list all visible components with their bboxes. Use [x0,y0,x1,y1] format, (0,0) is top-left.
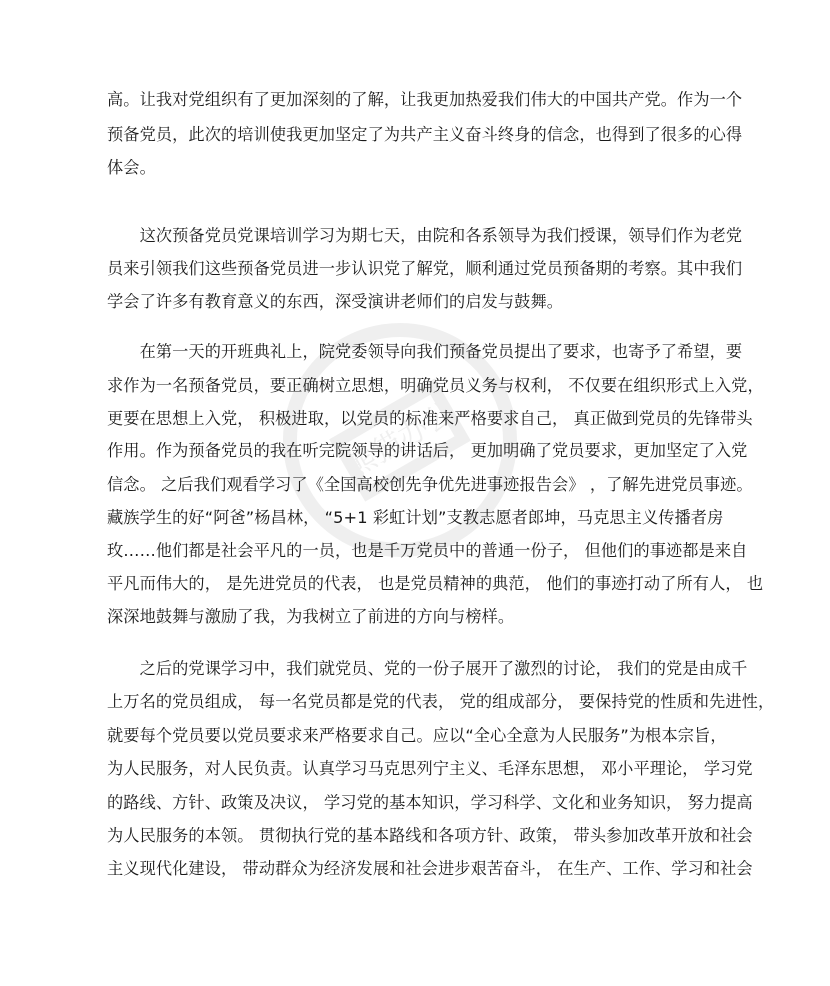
text-line: 信念。 之后我们观看学习了《全国高校创先争优先进事迹报告会》 ，了解先进党员事迹。 [107,475,753,494]
text-line: 为人民服务，对人民负责。认真学习马克思列宁主义、毛泽东思想， 邓小平理论， 学习党 [107,759,753,778]
text-line: 学会了许多有教育意义的东西，深受演讲老师们的启发与鼓舞。 [107,292,564,311]
text-line: 藏族学生的好“阿爸”杨昌林， “5+1 彩虹计划”支教志愿者郎坤，马克思主义传播者房 [107,508,724,527]
text-line: 为人民服务的本领。 贯彻执行党的基本路线和各项方针、政策， 带头参加改革开放和社会 [107,826,753,845]
text-line: 在第一天的开班典礼上，院党委领导向我们预备党员提出了要求，也寄予了希望，要 [107,342,743,361]
text-line: 的路线、方针、政策及决议， 学习党的基本知识，学习科学、文化和业务知识， 努力提高 [107,793,753,812]
text-line: 体会。 [107,158,156,177]
text-line: 之后的党课学习中，我们就党员、党的一份子展开了激烈的讨论， 我们的党是由成千 [107,659,748,678]
svg-text:熊猫办公: 熊猫办公 [339,395,461,486]
text-line: 预备党员，此次的培训使我更加坚定了为共产主义奋斗终身的信念，也得到了很多的心得 [107,125,743,144]
text-line: 深深地鼓舞与激励了我，为我树立了前进的方向与榜样。 [107,607,515,626]
text-line: 更要在思想上入党， 积极进取，以党员的标准来严格要求自己， 真正做到党员的先锋带头 [107,409,753,428]
text-line: 求作为一名预备党员，要正确树立思想，明确党员义务与权利， 不仅要在组织形式上入党， [107,376,764,395]
text-line: 作用。作为预备党员的我在听完院领导的讲话后， 更加明确了党员要求，更加坚定了入党 [107,441,748,460]
text-line: 员来引领我们这些预备党员进一步认识党了解党，顺利通过党员预备期的考察。其中我们 [107,259,743,278]
text-line: 玫……他们都是社会平凡的一员，也是千万党员中的普通一份子， 但他们的事迹都是来自 [107,541,748,560]
text-line: 上万名的党员组成， 每一名党员都是党的代表， 党的组成部分， 要保持党的性质和先进性， [107,692,775,711]
text-line: 高。让我对党组织有了更加深刻的了解，让我更加热爱我们伟大的中国共产党。作为一个 [107,90,743,109]
text-line: 就要每个党员要以党员要求来严格要求自己。应以“全心全意为人民服务”为根本宗旨， [107,726,727,745]
text-line: 平凡而伟大的， 是先进党员的代表， 也是党员精神的典范， 他们的事迹打动了所有人， 也 [107,574,764,593]
text-line: 这次预备党员党课培训学习为期七天，由院和各系领导为我们授课，领导们作为老党 [107,226,743,245]
text-line: 主义现代化建设， 带动群众为经济发展和社会进步艰苦奋斗， 在生产、工作、学习和社会 [107,859,753,878]
